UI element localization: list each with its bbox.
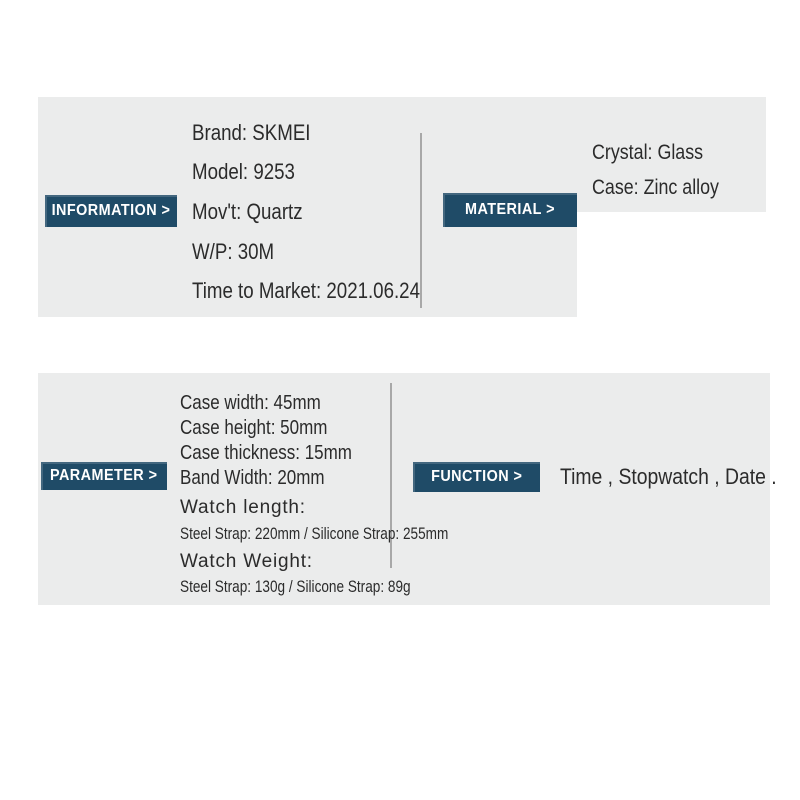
information-material-divider: [420, 133, 422, 308]
param-line-case-thickness: Case thickness: 15mm: [180, 442, 352, 464]
function-badge: [413, 462, 540, 492]
param-line-strap-length: Steel Strap: 220mm / Silicone Strap: 255mm: [180, 524, 449, 543]
param-line-watch-length-label: Watch length:: [180, 497, 306, 518]
info-line-time-to-market: Time to Market: 2021.06.24: [192, 278, 420, 303]
param-line-case-width: Case width: 45mm: [180, 392, 321, 414]
param-line-watch-weight-label: Watch Weight:: [180, 551, 313, 572]
info-line-movement: Mov't: Quartz: [192, 199, 303, 224]
material-badge-label: MATERIAL >: [465, 201, 555, 218]
information-badge-label: INFORMATION >: [51, 202, 171, 219]
info-line-brand: Brand: SKMEI: [192, 120, 311, 145]
function-badge-label: FUNCTION >: [430, 468, 523, 485]
param-line-strap-weight: Steel Strap: 130g / Silicone Strap: 89g: [180, 577, 411, 596]
parameter-badge-label: PARAMETER >: [50, 467, 158, 484]
material-line-case: Case: Zinc alloy: [592, 176, 719, 199]
parameter-badge: [41, 462, 167, 490]
material-line-crystal: Crystal: Glass: [592, 141, 704, 164]
info-line-waterproof: W/P: 30M: [192, 239, 275, 264]
param-line-case-height: Case height: 50mm: [180, 417, 328, 439]
function-value-text: Time , Stopwatch , Date .: [560, 464, 777, 489]
info-line-model: Model: 9253: [192, 159, 295, 184]
information-badge: [45, 195, 177, 227]
material-badge: [443, 193, 577, 227]
param-line-band-width: Band Width: 20mm: [180, 467, 325, 489]
